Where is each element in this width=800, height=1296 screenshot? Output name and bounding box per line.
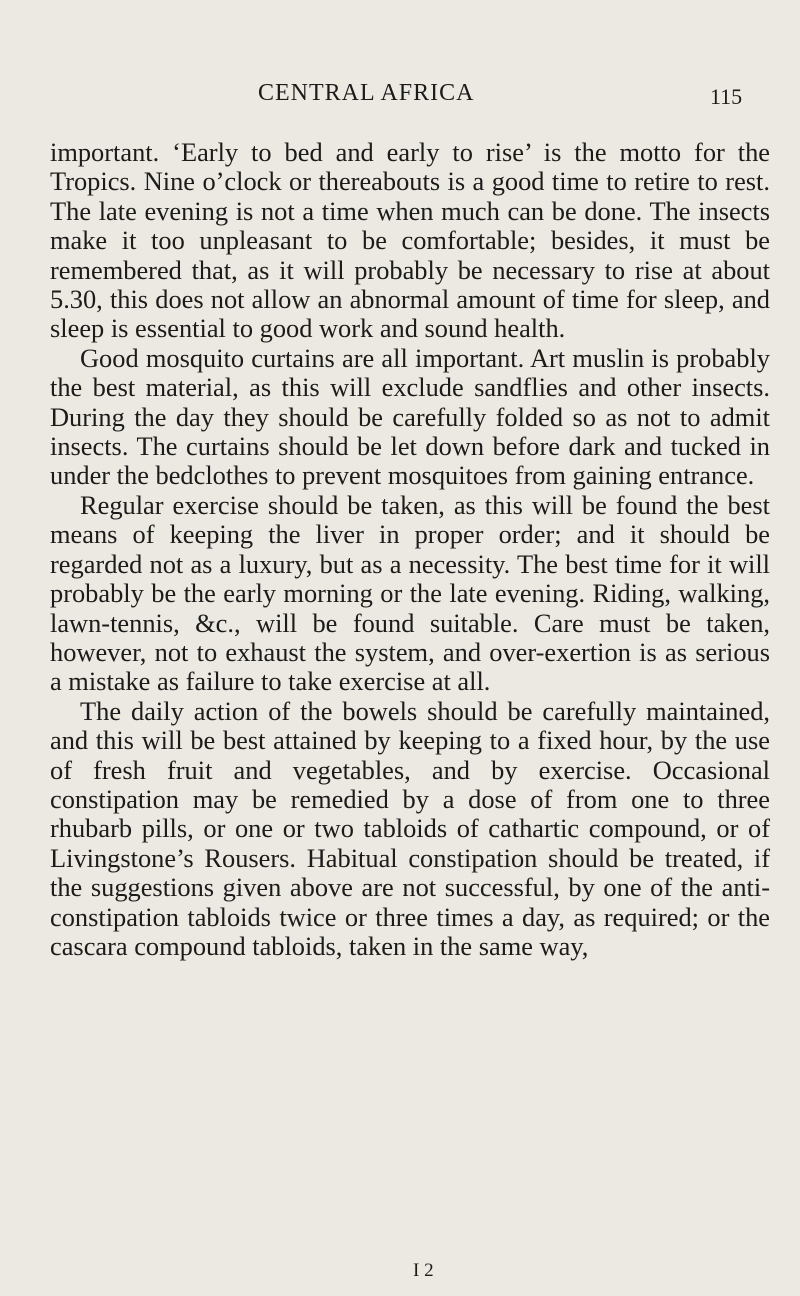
paragraph: Regular exercise should be taken, as this will be found the best means of keeping the liver in proper order; and it should be regarded not as a luxury, but as a necessity. The best time for it will probably be the early morning or the late evening. Riding, walking, lawn-tennis, &c., will be found suitable. Care must be taken, however, not to exhaust the system, and over-exertion is as serious a mistake as failure to take exercise at all. <box>50 489 770 697</box>
page-header <box>0 80 800 120</box>
body-text <box>50 138 770 961</box>
running-head: CENTRAL AFRICA <box>258 80 475 106</box>
paragraph: important. ‘Early to bed and early to rise’ is the motto for the Tropics. Nine o’clock or thereabouts is a good time to retire to rest. The late evening is not a time when much can be done. The insects make it too unpleasant to be comfortable; besides, it must be remembered that, as it will probably be necessary to rise at about 5.30, this does not allow an abnormal amount of time for sleep, and sleep is essential to good work and sound health. <box>50 137 770 344</box>
paragraph: Good mosquito curtains are all important. Art muslin is probably the best material, as this will exclude sandflies and other insects. During the day they should be carefully folded so as not to admit insects. The curtains should be let down before dark and tucked in under the bedclothes to prevent mosquitoes from gaining entrance. <box>50 342 770 491</box>
signature-mark: I 2 <box>413 1260 434 1281</box>
paragraph: The daily action of the bowels should be carefully maintained, and this will be best attained by keeping to a fixed hour, by the use of fresh fruit and vegetables, and by exercise. Occasional constipation may be remedied by a dose of from one to three rhubarb pills, or one or two tabloids of cathartic compound, or of Livingstone’s Rousers. Habitual constipation should be treated, if the suggestions given above are not successful, by one of the anti-constipation tabloids twice or three times a day, as required; or the cascara compound tabloids, taken in the same way, <box>50 695 770 961</box>
page-number: 115 <box>710 84 743 109</box>
